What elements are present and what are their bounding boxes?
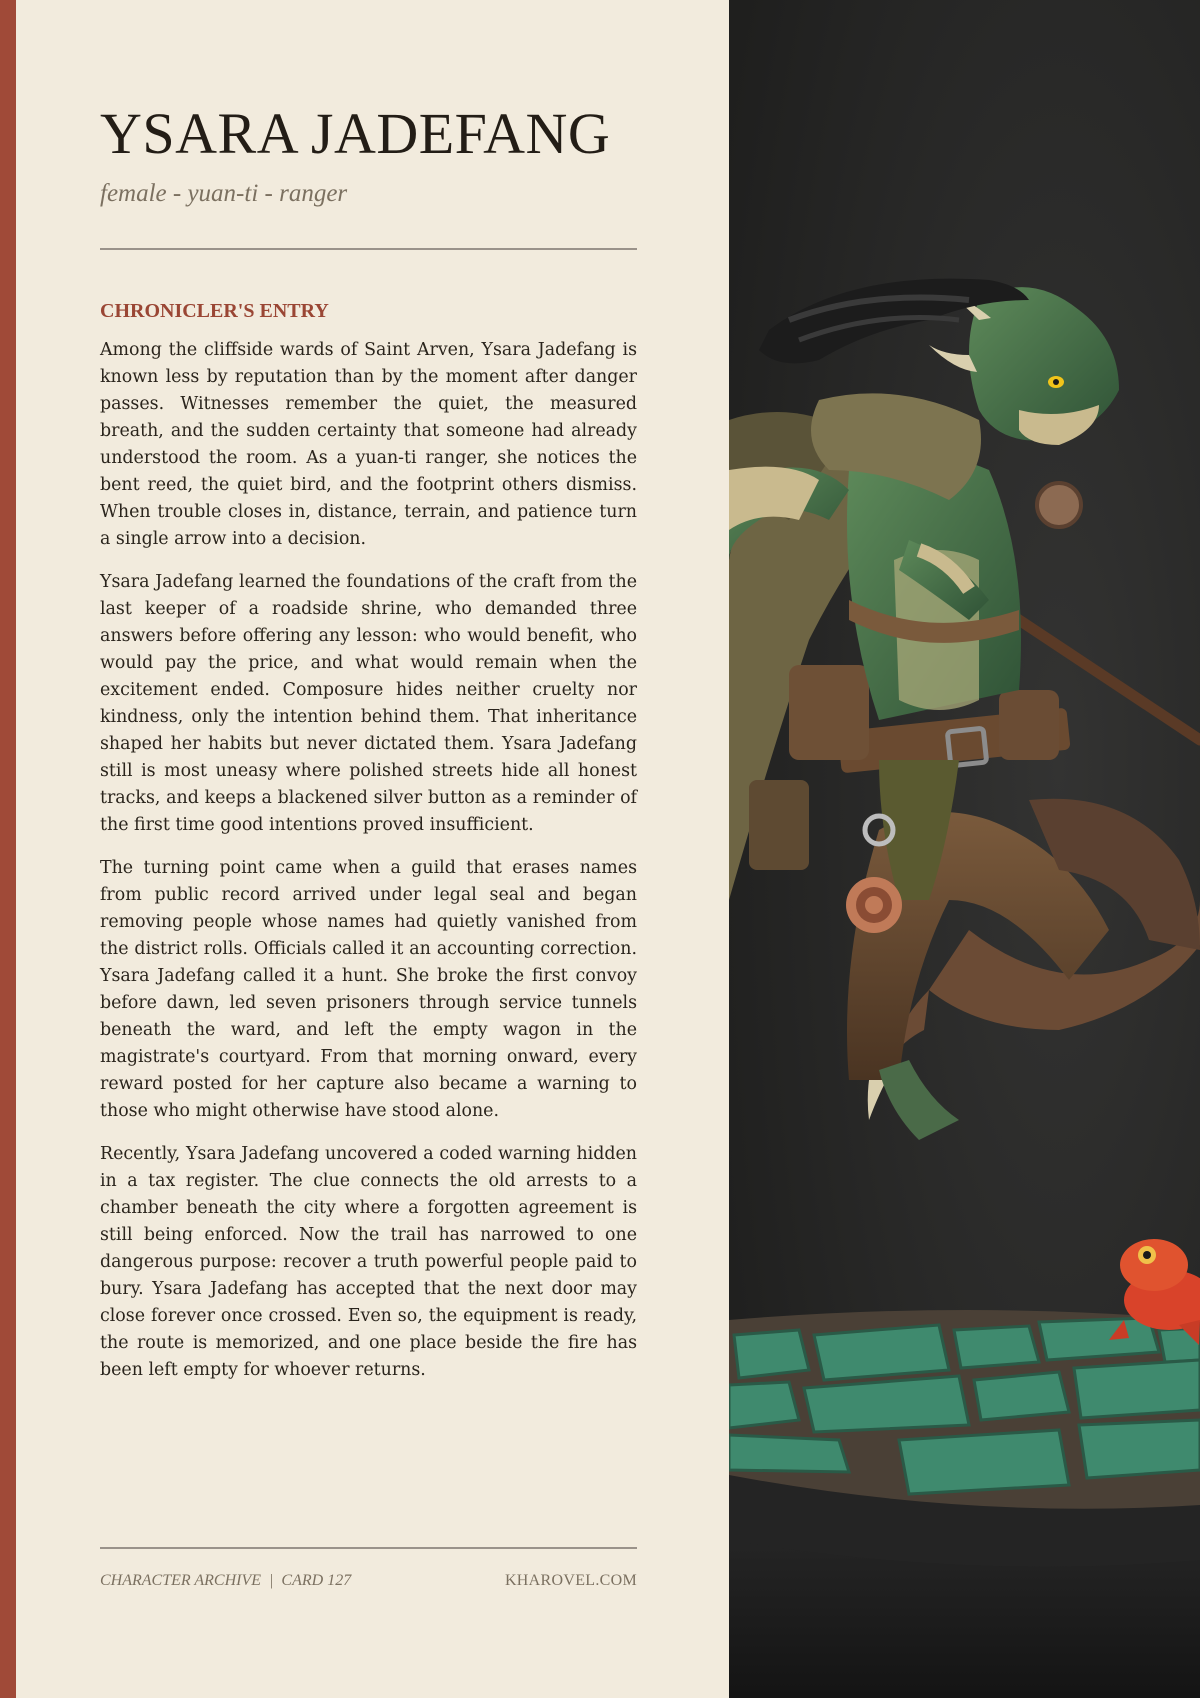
divider-bottom	[100, 1547, 637, 1549]
entry-paragraph: Among the cliffside wards of Saint Arven, Ysara Jadefang is known less by reputation than by the moment after danger passes. Witnesses remember the quiet, the measured breath, and the sudden certainty that someone had already understood the room. As a yuan-ti ranger, she notices the bent reed, the quiet bird, and the footprint others dismiss. When trouble closes in, distance, terrain, and patience turn a single arrow into a decision.	[100, 340, 637, 549]
entry-body	[100, 337, 637, 1400]
section-heading: CHRONICLER'S ENTRY	[100, 300, 329, 322]
accent-bar	[0, 0, 16, 1698]
character-descriptor: female - yuan-ti - ranger	[100, 180, 348, 207]
entry-paragraph: The turning point came when a guild that erases names from public record arrived under legal seal and began removing people whose names had quietly vanished from the district rolls. Officials called it an accounting correction. Ysara Jadefang called it a hunt. She broke the first convoy before dawn, led seven prisoners through service tunnels beneath the ward, and left the empty wagon in the magistrate's courtyard. From that morning onward, every reward posted for her capture also became a warning to those who might otherwise have stood alone.	[100, 858, 637, 1121]
entry-paragraph: Recently, Ysara Jadefang uncovered a coded warning hidden in a tax register. The clue connects the old arrests to a chamber beneath the city where a forgotten agreement is still being enforced. Now the trail has narrowed to one dangerous purpose: recover a truth powerful people paid to bury. Ysara Jadefang has accepted that the next door may close forever once crossed. Even so, the equipment is ready, the route is memorized, and one place beside the fire has been left empty for whoever returns.	[100, 1144, 637, 1380]
footer-archive-label: CHARACTER ARCHIVE | CARD 127	[100, 1572, 352, 1589]
text-panel	[16, 0, 729, 1698]
miniature-photo	[729, 0, 1200, 1698]
divider-top	[100, 248, 637, 250]
footer-site: KHAROVEL.COM	[504, 1572, 637, 1589]
miniature-illustration	[729, 0, 1200, 1698]
character-name: YSARA JADEFANG	[100, 101, 611, 166]
entry-paragraph: Ysara Jadefang learned the foundations of the craft from the last keeper of a roadside shrine, who demanded three answers before offering any lesson: who would benefit, who would pay the price, and what would remain when the excitement ended. Composure hides neither cruelty nor kindness, only the intention behind them. That inheritance shaped her habits but never dictated them. Ysara Jadefang still is most uneasy where polished streets hide all honest tracks, and keeps a blackened silver button as a reminder of the first time good intentions proved insufficient.	[100, 572, 637, 835]
